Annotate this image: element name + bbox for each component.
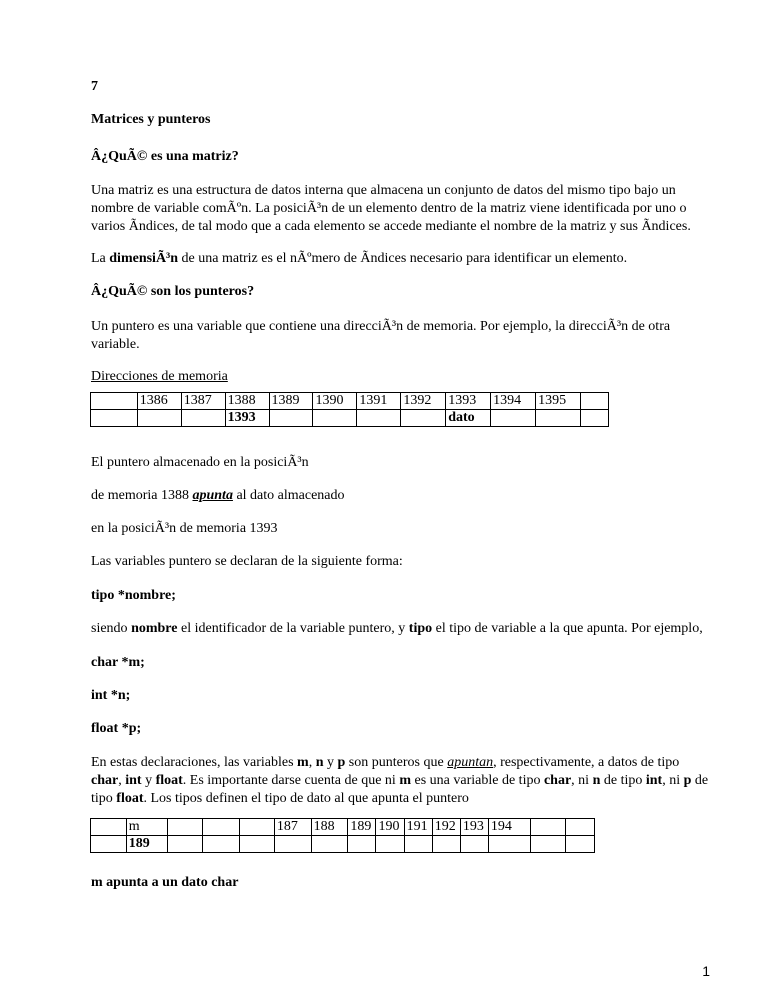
table-cell <box>536 410 581 427</box>
table-row <box>91 410 609 427</box>
section-heading-punteros: Â¿QuÃ© son los punteros? <box>91 284 255 299</box>
table-cell <box>91 393 138 410</box>
table-cell <box>313 410 357 427</box>
table-cell <box>240 819 275 836</box>
section-heading-matriz: Â¿QuÃ© es una matriz? <box>91 149 239 164</box>
text-run: tipo <box>91 791 117 806</box>
memory-table-2 <box>90 818 595 853</box>
table-cell: 1394 <box>491 393 536 410</box>
table-cell <box>581 393 609 410</box>
table-cell <box>203 836 240 853</box>
table-cell <box>240 836 275 853</box>
table-cell: 1389 <box>269 393 313 410</box>
text-run: de memoria 1388 <box>91 488 193 503</box>
table-cell <box>91 819 127 836</box>
table-cell <box>311 836 348 853</box>
table-cell: 1386 <box>137 393 181 410</box>
text-run: y <box>323 755 338 770</box>
term-n: n <box>315 755 324 770</box>
code-tipo-nombre: tipo *nombre; <box>91 588 176 603</box>
term-apunta: apunta <box>192 488 233 503</box>
table-cell <box>460 836 488 853</box>
term-char: char <box>91 773 119 788</box>
table-cell <box>91 410 138 427</box>
text-run: . Es importante darse cuenta de que ni <box>182 773 400 788</box>
table-cell: 1391 <box>357 393 401 410</box>
chapter-title: Matrices y punteros <box>91 112 211 127</box>
memory-label: Direcciones de memoria <box>91 369 228 384</box>
term-m: m <box>297 755 309 770</box>
term-m: m <box>399 773 411 788</box>
table-cell: 191 <box>404 819 432 836</box>
paragraph-dimension <box>91 250 627 268</box>
paragraph-matriz-line3: varios Ãndices, de tal modo que a cada elemento se accede mediante el nombre de la matriz y sus Ãndices. <box>91 219 691 234</box>
paragraph-declaraciones-line2 <box>91 772 708 790</box>
text-run: de una matriz es el nÃºmero de Ãndices necesario para identificar un elemento. <box>178 251 628 266</box>
code-float-p: float *p; <box>91 721 142 736</box>
table-cell <box>432 836 460 853</box>
term-nombre: nombre <box>131 621 178 636</box>
table-cell <box>274 836 311 853</box>
text-run: de tipo <box>600 773 646 788</box>
table-cell <box>376 836 404 853</box>
text-run: , <box>308 755 316 770</box>
term-char: char <box>543 773 572 788</box>
text-run: es una variable de tipo <box>411 773 544 788</box>
table-cell <box>269 410 313 427</box>
table-cell <box>401 410 446 427</box>
term-float: float <box>116 791 144 806</box>
code-char-m: char *m; <box>91 655 145 670</box>
code-int-n: int *n; <box>91 688 131 703</box>
paragraph-apunta <box>91 487 345 505</box>
paragraph-declaraciones-line3 <box>91 790 469 808</box>
paragraph-m-apunta: m apunta a un dato char <box>91 875 239 890</box>
table-row <box>91 836 595 853</box>
table-cell <box>203 819 240 836</box>
table-cell: 190 <box>376 819 404 836</box>
table-cell: 1393 <box>446 393 491 410</box>
table-cell: 1387 <box>181 393 225 410</box>
table-cell: 189 <box>348 819 376 836</box>
page-number: 1 <box>702 963 710 979</box>
table-cell <box>181 410 225 427</box>
table-cell: 1395 <box>536 393 581 410</box>
term-dimension: dimensiÃ³n <box>109 251 179 266</box>
text-run: de <box>691 773 709 788</box>
text-run: En estas declaraciones, las variables <box>91 755 298 770</box>
paragraph-siendo <box>91 620 703 638</box>
table-cell <box>491 410 536 427</box>
term-int: int <box>645 773 663 788</box>
text-run: al dato almacenado <box>232 488 345 503</box>
text-run: siendo <box>91 621 132 636</box>
table-cell: 194 <box>488 819 530 836</box>
term-tipo: tipo <box>408 621 433 636</box>
table-cell <box>167 836 203 853</box>
table-cell <box>404 836 432 853</box>
table-cell-pointer-value: 1393 <box>225 410 269 427</box>
table-cell: 192 <box>432 819 460 836</box>
table-cell: 187 <box>274 819 311 836</box>
table-cell <box>531 836 566 853</box>
table-cell <box>581 410 609 427</box>
text-run: La <box>91 251 110 266</box>
table-cell: 1388 <box>225 393 269 410</box>
table-cell: m <box>126 819 167 836</box>
paragraph-posicion-1393: en la posiciÃ³n de memoria 1393 <box>91 521 278 536</box>
text-run: el tipo de variable a la que apunta. Por ejemplo, <box>432 621 703 636</box>
table-row <box>91 393 609 410</box>
table-cell <box>91 836 127 853</box>
text-run: son punteros que <box>345 755 448 770</box>
memory-table-1 <box>90 392 609 427</box>
text-run: , <box>118 773 126 788</box>
table-cell-pointer-value: 189 <box>126 836 167 853</box>
term-n: n <box>592 773 601 788</box>
term-float: float <box>155 773 183 788</box>
table-cell <box>488 836 530 853</box>
table-cell: 188 <box>311 819 348 836</box>
table-cell: 193 <box>460 819 488 836</box>
term-p: p <box>683 773 692 788</box>
table-cell <box>565 836 594 853</box>
paragraph-puntero-line2: variable. <box>91 337 140 352</box>
term-p: p <box>337 755 346 770</box>
text-run: el identificador de la variable puntero, y <box>177 621 409 636</box>
table-cell <box>348 836 376 853</box>
paragraph-declaraciones-line1 <box>91 754 679 772</box>
table-cell <box>565 819 594 836</box>
paragraph-matriz-line1: Una matriz es una estructura de datos interna que almacena un conjunto de datos del mismo tipo bajo un <box>91 183 676 198</box>
table-cell <box>531 819 566 836</box>
paragraph-matriz-line2: nombre de variable comÃºn. La posiciÃ³n de un elemento dentro de la matriz viene identificada por uno o <box>91 201 687 216</box>
table-row <box>91 819 595 836</box>
table-cell-dato: dato <box>446 410 491 427</box>
text-run: . Los tipos definen el tipo de dato al que apunta el puntero <box>143 791 469 806</box>
table-cell <box>137 410 181 427</box>
term-apuntan: apuntan <box>447 755 494 770</box>
table-cell <box>167 819 203 836</box>
table-cell: 1392 <box>401 393 446 410</box>
paragraph-puntero-line1: Un puntero es una variable que contiene una direcciÃ³n de memoria. Por ejemplo, la direcciÃ³n de otra <box>91 319 671 334</box>
paragraph-declaracion: Las variables puntero se declaran de la siguiente forma: <box>91 554 403 569</box>
text-run: , respectivamente, a datos de tipo <box>493 755 680 770</box>
text-run: , ni <box>662 773 684 788</box>
text-run: , ni <box>571 773 593 788</box>
table-cell: 1390 <box>313 393 357 410</box>
table-cell <box>357 410 401 427</box>
term-int: int <box>125 773 142 788</box>
text-run: y <box>141 773 156 788</box>
paragraph-puntero-posicion: El puntero almacenado en la posiciÃ³n <box>91 455 309 470</box>
chapter-number: 7 <box>91 79 98 94</box>
